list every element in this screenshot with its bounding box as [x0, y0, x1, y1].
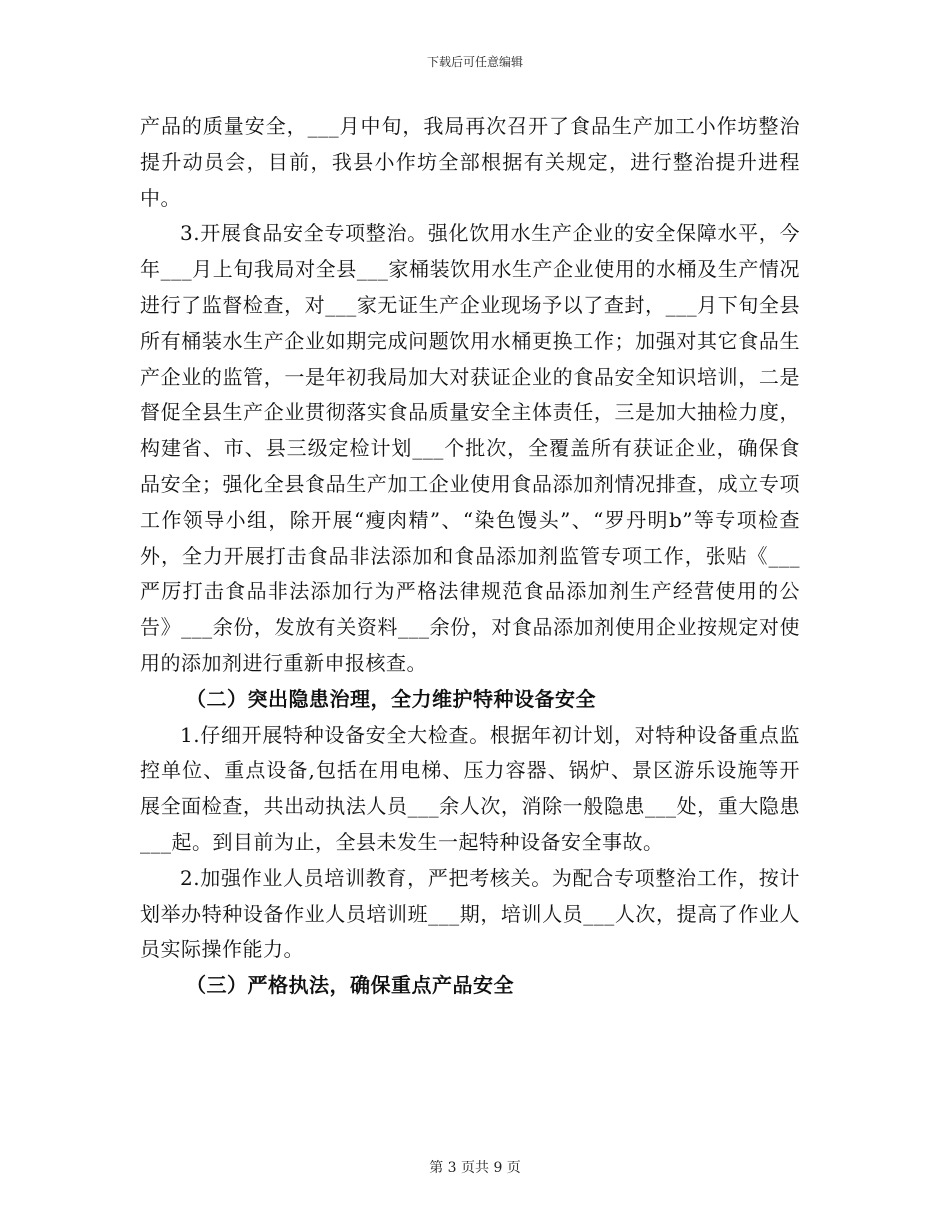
section-heading-law-enforcement: （三）严格执法，确保重点产品安全	[186, 973, 514, 998]
document-body	[140, 109, 800, 1004]
section-heading-special-equipment: （二）突出隐患治理，全力维护特种设备安全	[186, 686, 596, 711]
paragraph-operator-training: 2.加强作业人员培训教育，严把考核关。为配合专项整治工作，按计划举办特种设备作业人员培训班___期，培训人员___人次，提高了作业人员实际操作能力。	[140, 865, 800, 962]
page-footer: 第 3 页共 9 页	[429, 1160, 521, 1176]
paragraph-continuation: 产品的质量安全，___月中旬，我局再次召开了食品生产加工小作坊整治提升动员会，目前，我县小作坊全部根据有关规定，进行整治提升进程中。	[140, 114, 800, 210]
paragraph-equipment-inspection: 1.仔细开展特种设备安全大检查。根据年初计划，对特种设备重点监控单位、重点设备,包括在用电梯、压力容器、锅炉、景区游乐设施等开展全面检查，共出动执法人员___余人次，消除一般隐患___处，重大隐患___起。到目前为止，全县未发生一起特种设备安全事故。	[140, 722, 800, 854]
page-header: 下载后可任意编辑	[426, 55, 523, 69]
paragraph-food-safety-campaign: 3.开展食品安全专项整治。强化饮用水生产企业的安全保障水平，今年___月上旬我局对全县___家桶装饮用水生产企业使用的水桶及生产情况进行了监督检查，对___家无证生产企业现场予以了查封，___月下旬全县所有桶装水生产企业如期完成问题饮用水桶更换工作；加强对其它食品生产企业的监管，一是年初我局加大对获证企业的食品安全知识培训，二是督促全县生产企业贯彻落实食品质量安全主体责任，三是加大抽检力度，构建省、市、县三级定检计划___个批次，全覆盖所有获证企业，确保食品安全；强化全县食品生产加工企业使用食品添加剂情况排查，成立专项工作领导小组，除开展“瘦肉精”、“染色馒头”、“罗丹明b”等专项检查外，全力开展打击食品非法添加和食品添加剂监管专项工作，张贴《___严厉打击食品非法添加行为严格法律规范食品添加剂生产经营使用的公告》___余份，发放有关资料___余份，对食品添加剂使用企业按规定对使用的添加剂进行重新申报核查。	[140, 221, 800, 675]
